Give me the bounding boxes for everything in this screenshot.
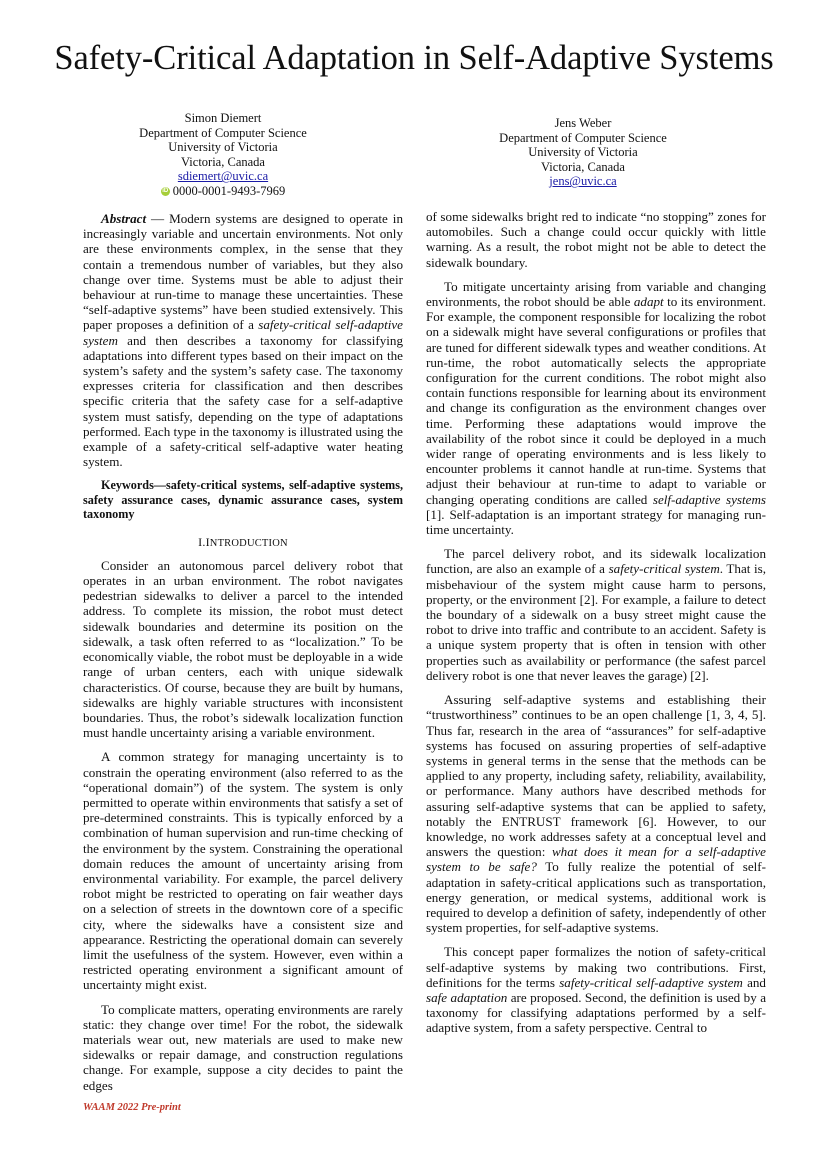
abstract-text-1: Modern systems are designed to operate in increasingly variable and uncertain environments. Not only are these environments complex, in the sense that they contain a tremendous number of variables, but they also change over time. Systems must be able to adjust their behaviour at run-time to manage these uncertainties. These “self-adaptive systems” have been studied extensively. This paper proposes a definition of a: [83, 211, 403, 333]
emphasis: what does it mean for a self-adaptive system to be safe?: [426, 844, 766, 875]
text-run: . That is, misbehaviour of the system might cause harm to persons, property, or the environment [2]. For example, a failure to detect the boundary of a sidewalk on a busy street might cause the robot to drive into traffic and contribute to an accident. Safety is a unique system property that is often in tension with other properties such as availability or performance (the safest parcel delivery robot is one that never leaves the garage) [2].: [426, 561, 767, 683]
text-run: The parcel delivery robot, and its sidewalk localization function, are also an example of a: [426, 546, 766, 577]
emphasis: self-adaptive systems: [652, 491, 766, 507]
text-run: To mitigate uncertainty arising from variable and changing environments, the robot should be able: [426, 278, 766, 310]
emphasis: adapt: [633, 294, 664, 310]
orcid-icon[interactable]: iD: [162, 187, 169, 194]
section-title-rest: NTRODUCTION: [209, 537, 288, 549]
text-run: To fully realize the potential of self-adaptation in safety-critical applications such as transportation, energy generation, or medical systems, additional work is required to develop a definition of safety, independently of other system properties, for self-adaptive systems.: [426, 859, 767, 936]
text-run: [1]. Self-adaptation is an important strategy for managing run-time uncertainty.: [426, 506, 766, 538]
author-block-1: [93, 111, 353, 199]
left-column: [83, 211, 403, 1102]
emphasis: safety-critical self-adaptive system: [559, 974, 743, 990]
body-paragraph: [426, 279, 766, 537]
section-first-letter: I: [205, 534, 210, 549]
orcid-id[interactable]: 0000-0001-9493-7969: [172, 183, 286, 198]
text-run: and: [742, 974, 766, 990]
paper-title: Safety-Critical Adaptation in Self-Adaptive Systems: [54, 39, 774, 77]
author-university: University of Victoria: [528, 145, 638, 160]
author-name: Jens Weber: [554, 116, 612, 130]
text-run: to its environment. For example, the component responsible for localizing the robot on a sidewalk might have several configurations or profiles that are tuned for different sidewalk types and weather conditions. At run-time, the robot automatically selects the appropriate configuration for the current conditions. The robot might also contain functions responsible for learning about its environment and change its configuration as the environment changes over time. Performing these adaptations would improve the availability of the robot since it could be deployed in a much wider range of operating environments and is less likely to encounter problems it cannot handle at run-time. Systems that adjust their behaviour at run-time to adapt to variable or changing operating conditions are called: [426, 294, 766, 507]
emphasis: safe adaptation: [426, 989, 508, 1005]
body-paragraph: of some sidewalks bright red to indicate “no stopping” zones for automobiles. Such a change could occur quickly with little warning. As a result, the robot might not be able to detect the sidewalk boundary.: [426, 209, 766, 270]
author-block-2: [453, 116, 713, 189]
abstract-label: Abstract: [101, 211, 147, 226]
author-department: Department of Computer Science: [139, 125, 307, 140]
keywords: Keywords—safety-critical systems, self-adaptive systems, safety assurance cases, dynamic assurance cases, system taxonomy: [83, 478, 403, 522]
footer-preprint-label: WAAM 2022 Pre-print: [83, 1102, 181, 1113]
right-column: [426, 209, 766, 1045]
author-department: Department of Computer Science: [499, 130, 667, 145]
author-university: University of Victoria: [168, 140, 278, 155]
author-email-link[interactable]: sdiemert@uvic.ca: [177, 169, 269, 184]
body-paragraph: [426, 546, 766, 683]
author-name: Simon Diemert: [184, 111, 262, 125]
abstract: [83, 211, 403, 469]
body-paragraph: To complicate matters, operating environments are rarely static: they change over time! For the robot, the sidewalk materials wear out, new materials are used to make new sidewalks or repair damage, and construction regulations change. For example, suppose a city decides to paint the edges: [83, 1001, 403, 1093]
text-run: This concept paper formalizes the notion of safety-critical self-adaptive systems by making two contributions. First, definitions for the terms: [426, 944, 766, 990]
author-location: Victoria, Canada: [181, 154, 265, 169]
body-paragraph: [426, 692, 766, 935]
abstract-emphasis: safety-critical self-adaptive system: [83, 317, 403, 348]
author-email-link[interactable]: jens@uvic.ca: [549, 174, 617, 189]
abstract-dash: —: [146, 211, 170, 226]
text-run: are proposed. Second, the definition is used by a taxonomy for classifying adaptations performed by a self-adaptive system, from a safety perspective. Central to: [426, 989, 767, 1036]
text-run: Assuring self-adaptive systems and establishing their “trustworthiness” continues to be an open challenge [1, 3, 4, 5]. Thus far, research in the area of “assurances” for self-adaptive systems has focused on assuring properties of self-adaptive systems in general terms in the sense that the methods can be applied to any property, including safety, reliability, availability, or performance. Many authors have described methods for assuring self-adaptive systems that can be applied to safety, notably the ENTRUST framework [6]. However, to our knowledge, no work addresses safety at a conceptual level and answers the question:: [426, 692, 766, 860]
body-paragraph: A common strategy for managing uncertainty is to constrain the operating environment (also referred to as the “operational domain”) of the system. The system is only permitted to operate within environments that satisfy a set of pre-determined constraints. This is typically enforced by a combination of human supervision and run-time checking of the environment by the system. Constraining the operational domain reduces the amount of uncertainty arising from environmental variability. For example, the parcel delivery robot might be restricted to operating on fair weather days on a selection of streets in the downtown core of a specific city, where the sidewalks have a consistent size and appearance. Restricting the operational domain can severely limit the usefulness of the system. However, even within a restricted operating environment a significant amount of uncertainty might exist.: [83, 749, 403, 993]
emphasis: safety-critical system: [608, 561, 720, 577]
author-location: Victoria, Canada: [541, 159, 625, 174]
body-paragraph: Consider an autonomous parcel delivery robot that operates in an urban environment. The robot navigates pedestrian sidewalks to deliver a parcel to the intended address. To complete its mission, the robot must detect sidewalk boundaries and determine its position on the sidewalk, a task often referred to as “localization.” To be economically viable, the robot must be deployable in a wide range of urban centers, each with unique sidewalk characteristics. Of course, because they are built by humans, sidewalks are highly variable structures with inconsistent boundaries. Thus, the robot’s sidewalk localization function must handle uncertainty arising a variable environment.: [83, 557, 403, 741]
section-number: I.: [198, 534, 206, 549]
orcid-row[interactable]: [93, 184, 353, 199]
abstract-text-2: and then describes a taxonomy for classifying adaptations into different types based on their impact on the system’s safety and the system’s safety case. The taxonomy expresses criteria for classification and then describes specific criteria that the safety case for a self-adaptive system must satisfy, depending on the type of adaptations performed. Each type in the taxonomy is illustrated using the example of a safety-critical self-adaptive water heating system.: [83, 332, 403, 470]
body-paragraph: [426, 944, 766, 1035]
section-heading-introduction: [83, 535, 403, 551]
